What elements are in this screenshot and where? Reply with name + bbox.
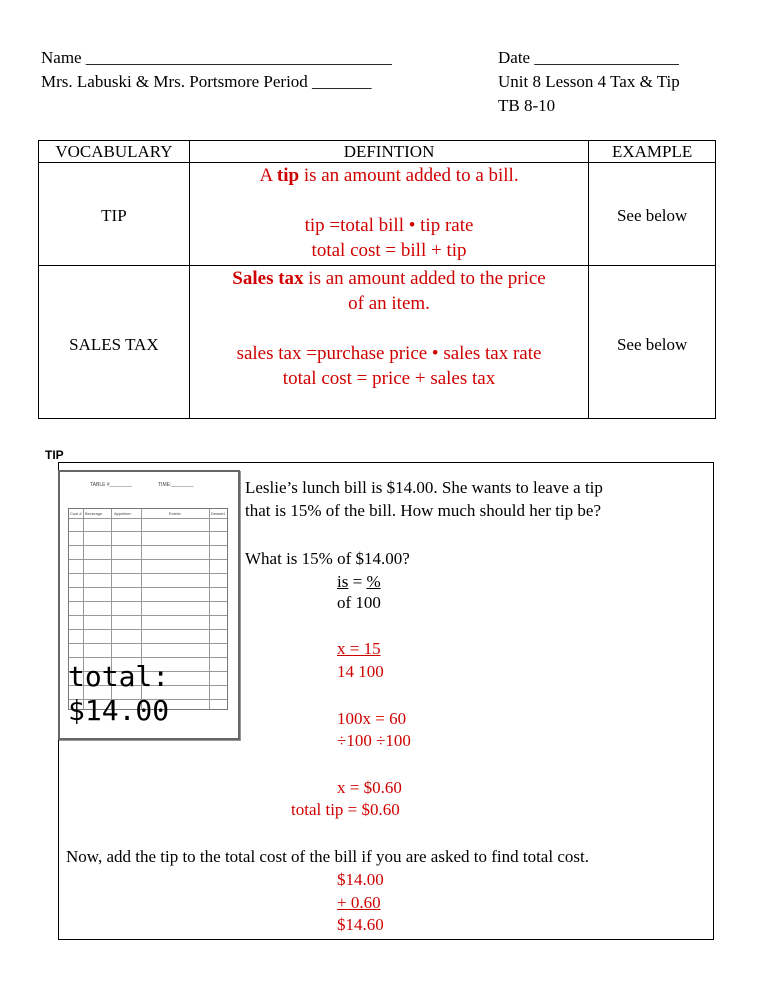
sales-tax-definition xyxy=(190,266,588,291)
of-over-100: of 100 xyxy=(337,593,381,612)
tip-formula-2: total cost = bill + tip xyxy=(311,240,467,261)
term-sales-tax: SALES TAX xyxy=(69,335,159,354)
header-definition: DEFINTION xyxy=(189,141,588,163)
proportion-denominator: 14 100 xyxy=(337,662,384,681)
sales-tax-def-line2: of an item. xyxy=(348,293,430,314)
receipt-total-value: $14.00 xyxy=(68,694,170,727)
tip-formula-1: tip =total bill • tip rate xyxy=(304,215,474,236)
receipt-table-label: TABLE #________ xyxy=(90,482,132,488)
problem-line-1: Leslie’s lunch bill is $14.00. She wants to leave a tip xyxy=(245,478,603,497)
sales-tax-def-bold: Sales tax xyxy=(232,268,304,289)
proportion-numerator xyxy=(337,639,381,659)
tip-def-bold: tip xyxy=(276,165,300,186)
is-equals: = xyxy=(348,572,367,591)
tip-def-pre: A xyxy=(259,165,277,186)
tip-section-label: TIP xyxy=(45,448,64,462)
teacher-period-line: Mrs. Labuski & Mrs. Portsmore Period _______ xyxy=(41,72,372,91)
example-sales-tax: See below xyxy=(616,335,688,354)
receipt-col-beverage: Beverage xyxy=(85,511,103,516)
receipt-total-value-clip xyxy=(68,694,228,727)
example-sales-tax-cell xyxy=(589,266,716,419)
tip-definition xyxy=(190,163,588,188)
receipt-total-label: total: xyxy=(68,660,170,693)
receipt-col-entree: Entrée xyxy=(169,511,181,516)
proportion-numerator-text: x = 15 xyxy=(337,639,381,658)
sales-tax-formula-2: total cost = price + sales tax xyxy=(282,368,496,389)
sales-tax-formula-1: sales tax =purchase price • sales tax rate xyxy=(236,343,542,364)
receipt-time-label: TIME:________ xyxy=(158,482,194,488)
sum-total: $14.60 xyxy=(337,915,384,934)
term-sales-tax-cell xyxy=(39,266,190,419)
table-row-tip xyxy=(39,163,716,266)
step-divide: ÷100 ÷100 xyxy=(337,731,411,750)
is-over-percent xyxy=(337,572,381,592)
receipt-col-appetizer: Appetizer xyxy=(114,511,131,516)
definition-tip-cell xyxy=(189,163,588,266)
term-tip-cell xyxy=(39,163,190,266)
header-example: EXAMPLE xyxy=(589,141,716,163)
sum-tip xyxy=(337,893,381,913)
sales-tax-def-post: is an amount added to the price xyxy=(303,268,546,289)
example-tip: See below xyxy=(616,206,688,225)
tip-def-post: is an amount added to a bill. xyxy=(299,165,519,186)
problem-line-2: that is 15% of the bill. How much should her tip be? xyxy=(245,501,601,520)
definition-sales-tax-cell xyxy=(189,266,588,419)
date-line: Date _________________ xyxy=(498,48,679,67)
question-line: What is 15% of $14.00? xyxy=(245,549,410,568)
sum-bill: $14.00 xyxy=(337,870,384,889)
receipt-image xyxy=(58,470,240,740)
receipt-col-dessert: Dessert xyxy=(211,511,225,516)
example-tip-cell xyxy=(589,163,716,266)
receipt-col-cust: Cust # xyxy=(70,511,82,516)
unit-title: Unit 8 Lesson 4 Tax & Tip xyxy=(498,72,680,91)
term-tip: TIP xyxy=(101,206,127,225)
add-tip-instruction: Now, add the tip to the total cost of the bill if you are asked to find total cost. xyxy=(66,847,589,866)
is-word: is xyxy=(337,572,349,591)
total-tip: total tip = $0.60 xyxy=(291,800,400,819)
percent-sign: % xyxy=(366,572,381,591)
step-multiply: 100x = 60 xyxy=(337,709,407,728)
textbook-pages: TB 8-10 xyxy=(498,96,556,115)
result-x: x = $0.60 xyxy=(337,778,402,797)
name-line: Name ____________________________________ xyxy=(41,48,392,67)
table-row-sales-tax xyxy=(39,266,716,419)
table-header-row xyxy=(39,141,716,163)
vocabulary-table xyxy=(38,140,716,419)
sum-tip-text: + 0.60 xyxy=(337,893,381,912)
header-vocabulary: VOCABULARY xyxy=(39,141,190,163)
